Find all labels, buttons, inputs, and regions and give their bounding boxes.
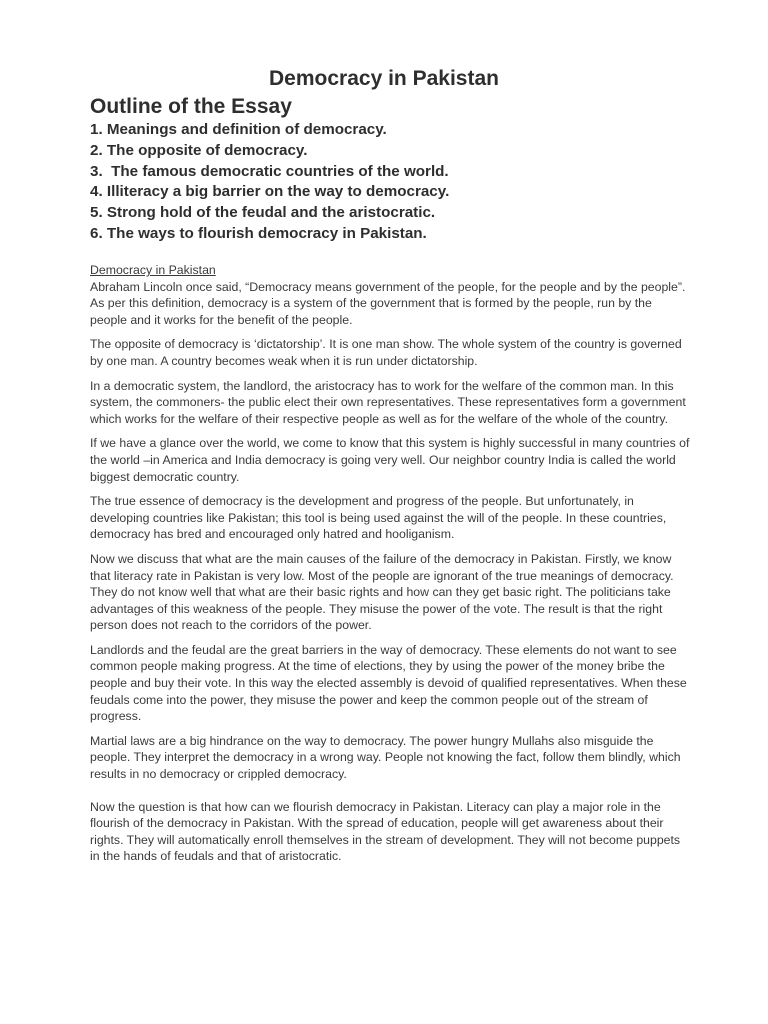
outline-item: 6. The ways to flourish democracy in Pakistan. <box>90 224 427 242</box>
outline-item: 3. The famous democratic countries of the world. <box>90 162 449 180</box>
outline-item: 1. Meanings and definition of democracy. <box>90 121 387 138</box>
essay-paragraph: Martial laws are a big hindrance on the way to democracy. The power hungry Mullahs also misguide the people. They interpret the democracy in a wrong way. People not knowing the fact, follow them blindly, which results in no democracy or crippled democracy. <box>90 733 681 782</box>
essay-paragraph: Now we discuss that what are the main causes of the failure of the democracy in Pakistan. Firstly, we know that literacy rate in Pakistan is very low. Most of the people are ignorant of the true meanings of democracy. They do not know well that what are their basic rights and how can they get basic right. The politicians take advantages of this weakness of the people. They misuse the power of the vote. The result is that the right person does not reach to the corridors of the power. <box>90 551 674 633</box>
essay-paragraph: Landlords and the feudal are the great barriers in the way of democracy. These elements do not want to see common people making progress. At the time of elections, they by using the power of the money bribe the people and buy their vote. In this way the elected assembly is devoid of qualified representatives. When these feudals come into the power, they misuse the power and keep the common people out of the stream of progress. <box>90 642 687 724</box>
document-title: Democracy in Pakistan <box>269 67 499 90</box>
essay-body <box>90 262 690 873</box>
essay-paragraph: The true essence of democracy is the development and progress of the people. But unfortunately, in developing countries like Pakistan; this tool is being used against the will of the people. In these countries, democracy has bred and encouraged only hatred and hooliganism. <box>90 494 667 542</box>
section-heading: Democracy in Pakistan <box>90 263 216 277</box>
essay-paragraph: The opposite of democracy is ‘dictatorship’. It is one man show. The whole system of the country is governed by one man. A country becomes weak when it is run under dictatorship. <box>90 337 682 368</box>
essay-paragraph: Abraham Lincoln once said, “Democracy means government of the people, for the people and by the people”. As per this definition, democracy is a system of the government that is formed by the people, run by the people and it works for the benefit of the people. <box>90 279 686 327</box>
essay-paragraph: If we have a glance over the world, we come to know that this system is highly successful in many countries of the world –in America and India democracy is going very well. Our neighbor country India is called the world biggest democratic country. <box>90 436 690 484</box>
outline-list <box>90 120 449 245</box>
outline-item: 2. The opposite of democracy. <box>90 141 308 159</box>
outline-item: 5. Strong hold of the feudal and the aristocratic. <box>90 204 436 222</box>
outline-heading: Outline of the Essay <box>90 95 292 118</box>
essay-paragraph: In a democratic system, the landlord, the aristocracy has to work for the welfare of the common man. In this system, the commoners- the public elect their own representatives. These representatives form a government which works for the welfare of their respective people as well as for the welfare of the whole of the country. <box>90 378 686 426</box>
outline-item: 4. Illiteracy a big barrier on the way to democracy. <box>90 183 450 201</box>
essay-paragraph: Now the question is that how can we flourish democracy in Pakistan. Literacy can play a major role in the flourish of the democracy in Pakistan. With the spread of education, people will get awareness about their rights. They will automatically enroll themselves in the stream of development. They will not become puppets in the hands of feudals and that of aristocratic. <box>90 799 681 864</box>
